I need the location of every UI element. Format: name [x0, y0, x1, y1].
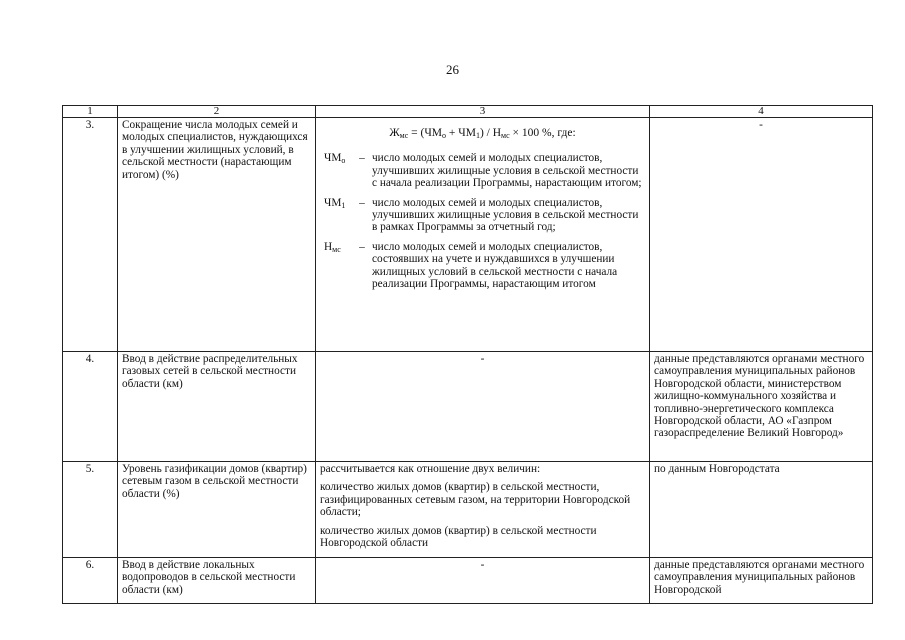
data-source: данные представляются органами местного самоуправления муниципальных районов Новгородской [650, 558, 873, 604]
indicator-name: Сокращение числа молодых семей и молодых специалистов, нуждающихся в улучшении жилищных условий, в сельской местности (нарастающим итогом) (%) [118, 118, 316, 352]
data-source: по данным Новгородстата [650, 462, 873, 558]
row-number: 5. [63, 462, 118, 558]
method-paragraph: рассчитывается как отношение двух величин: [320, 463, 541, 475]
definition-item: $ЧМ_1$ – число молодых семей и молодых специалистов, улучшивших жилищные условия в сельской местности в рамках Программы за отчетный год; [324, 196, 639, 234]
table-row [63, 352, 873, 462]
row-number: 3. [63, 118, 118, 352]
definition-item: $ЧМ_о$ – число молодых семей и молодых специалистов, улучшивших жилищные условия в сельской местности с начала реализации Программы, нарастающим итогом; [324, 152, 642, 190]
method-paragraph: количество жилых домов (квартир) в сельской местности Новгородской области [320, 524, 597, 550]
indicator-name: Ввод в действие распределительных газовых сетей в сельской местности области (км) [118, 352, 316, 462]
indicator-table [62, 105, 873, 604]
header-cell: 4 [650, 106, 873, 118]
header-cell: 1 [63, 106, 118, 118]
table-row [63, 118, 873, 352]
data-source: данные представляются органами местного самоуправления муниципальных районов Новгородской области, министерством жилищно-коммунального хозяйства и топливно-энергетического комплекса Новгородской области, АО «Газпром газораспределение Великий Новгород» [650, 352, 873, 462]
calculation-method [316, 118, 650, 352]
indicator-name: Ввод в действие локальных водопроводов в сельской местности области (км) [118, 558, 316, 604]
formula: $Ж_{мс} = (ЧМ_о + ЧМ_1) / Н_{мс} \times 100$ %, где: [389, 127, 576, 140]
calculation-method: - [316, 352, 650, 462]
table-row [63, 462, 873, 558]
indicator-name: Уровень газификации домов (квартир) сетевым газом в сельской местности области (%) [118, 462, 316, 558]
header-cell: 2 [118, 106, 316, 118]
header-cell: 3 [316, 106, 650, 118]
calculation-method: - [316, 558, 650, 604]
table-row [63, 558, 873, 604]
definition-item: $Н_{мс}$ – число молодых семей и молодых специалистов, состоявших на учете и нуждавшихся в улучшении жилищных условий в сельской местности с начала реализации Программы, нарастающим итогом [324, 240, 618, 291]
row-number: 6. [63, 558, 118, 604]
calculation-method [316, 462, 650, 558]
table-header-row [63, 106, 873, 118]
data-source: - [650, 118, 873, 352]
row-number: 4. [63, 352, 118, 462]
method-paragraph: количество жилых домов (квартир) в сельской местности, газифицированных сетевым газом, на территории Новгородской области; [320, 481, 631, 519]
page-number: 26 [446, 62, 459, 77]
